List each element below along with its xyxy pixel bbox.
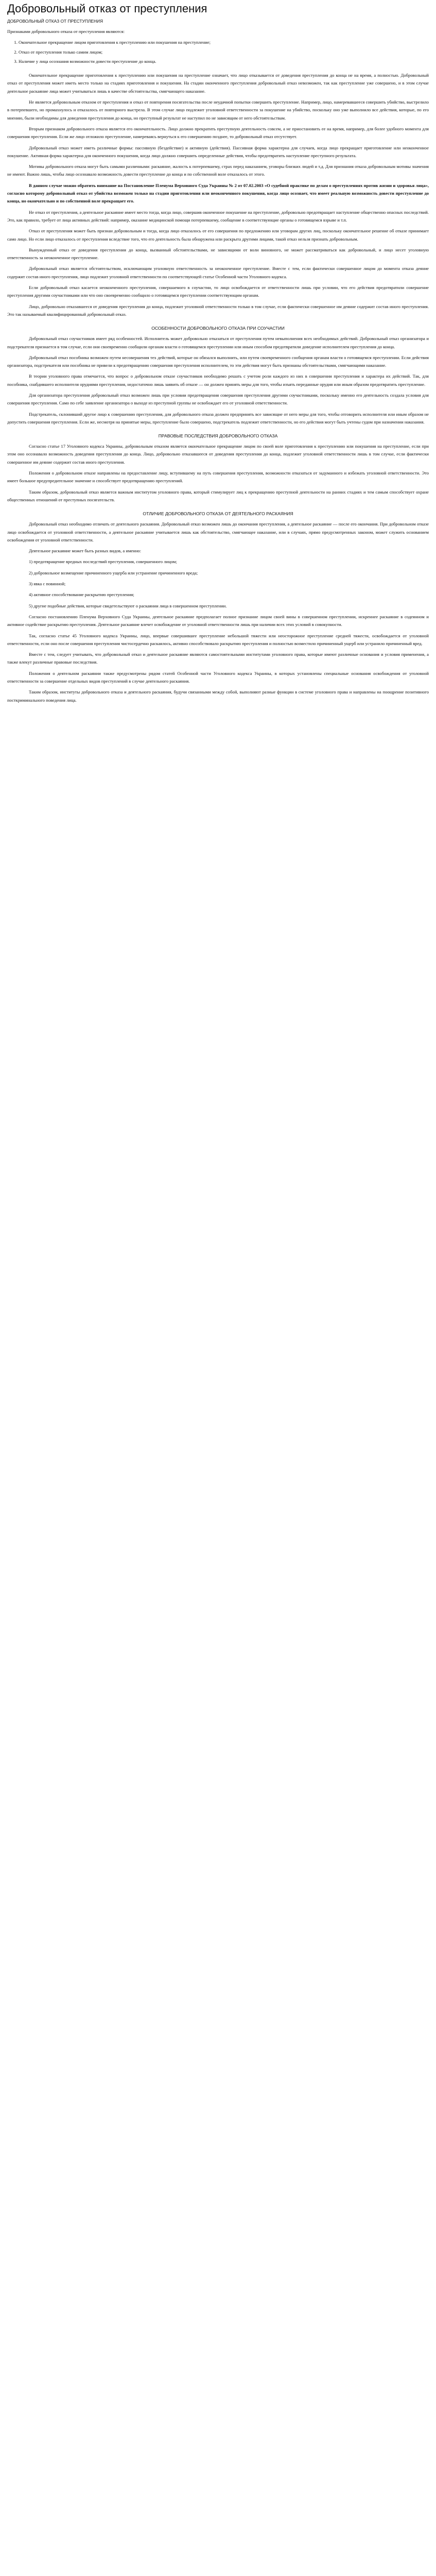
section-heading: ОТЛИЧИЕ ДОБРОВОЛЬНОГО ОТКАЗА ОТ ДЕЯТЕЛЬНОГО РАСКАЯНИЯ <box>143 511 293 517</box>
list-item: 2. Отказ от преступления только самим лицом; <box>19 48 429 56</box>
paragraph: Для организатора преступления добровольный отказ возможен лишь при условии предотвращения совершения преступления другими соучастниками, поскольку именно его деятельность создала условия для совершения преступления. Само по себе заявление организатора о выходе из преступной группы не освобождает его от уголовной ответственности. <box>7 392 429 406</box>
paragraph: Вынужденный отказ от доведения преступления до конца, вызванный обстоятельствами, не зависящими от воли виновного, не может рассматриваться как добровольный, и лицо несет уголовную ответственность за неоконченное преступление. <box>7 247 429 261</box>
paragraph: Не отказ от преступления, а деятельное раскаяние имеет место тогда, когда лицо, совершив оконченное покушение на преступление, добровольно предотвращает наступление общественно опасных последствий. Это, как правило, требует от лица активных действий: например, оказание медицинской помощи потерпевшему, сообщение в соответствующие органы о готовящемся взрыве и т.п. <box>7 209 429 223</box>
paragraph: Добровольный отказ необходимо отличать от деятельного раскаяния. Добровольный отказ возможен лишь до окончания преступления, а деятельное раскаяние — после его окончания. При добровольном отказе лицо освобождается от уголовной ответственности, а деятельное раскаяние учитывается лишь как обстоятельство, смягчающее наказание, или в случаях, прямо предусмотренных законом, может служить основанием освобождения от уголовной ответственности. <box>7 521 429 543</box>
paragraph: Вместе с тем, следует учитывать, что добровольный отказ и деятельное раскаяние являются самостоятельными институтами уголовного права, которые имеют различные основания и условия применения, а также влекут различные правовые последствия. <box>7 652 429 665</box>
list-item: 3. Наличие у лица осознания возможности довести преступление до конца. <box>19 58 429 65</box>
paragraph: Мотивы добровольного отказа могут быть самыми различными: раскаяние, жалость к потерпевшему, страх перед наказанием, уговоры близких людей и т.д. Для признания отказа добровольным мотивы значения не имеют. Важно лишь, чтобы лицо осознавало возможность довести преступление до конца и по собственной воле отказалось от этого. <box>7 164 429 177</box>
paragraph: Добровольный отказ соучастников имеет ряд особенностей. Исполнитель может добровольно отказаться от преступления путем невыполнения всех необходимых действий. Добровольный отказ организатора и подстрекателя признается в том случае, если они своевременно сообщили органам власти о готовящемся преступлении или иным способом предотвратили доведение исполнителем преступления до конца. <box>7 336 429 349</box>
page-title: Добровольный отказ от преступления <box>7 2 207 15</box>
paragraph: Окончательное прекращение приготовления к преступлению или покушения на преступление означает, что лицо отказывается от доведения преступления до конца не на время, а полностью. Добровольный отказ от преступления может иметь место только на стадиях приготовления и покушения. На стадии оконченного преступления добровольный отказ невозможен, так как преступление уже совершено, и в этом случае деятельное раскаяние лица может учитываться лишь в качестве обстоятельства, смягчающего наказание. <box>7 73 429 94</box>
paragraph: Так, согласно статье 45 Уголовного кодекса Украины, лицо, впервые совершившее преступление небольшой тяжести или неосторожное преступление средней тяжести, освобождается от уголовной ответственности, если оно после совершения преступления чистосердечно раскаялось, активно способствовало раскрытию преступления и полностью возместило причиненный ущерб или устранило причиненный вред. <box>7 633 429 646</box>
paragraph: Добровольный отказ может иметь различные формы: пассивную (бездействие) и активную (действия). Пассивная форма характерна для случаев, когда лицо прекращает приготовление или неоконченное покушение. Активная форма характерна для оконченного покушения, когда лицо должно совершить определенные действия, чтобы предотвратить наступление преступного результата. <box>7 145 429 158</box>
document-page <box>0 0 436 704</box>
section-heading: ПРАВОВЫЕ ПОСЛЕДСТВИЯ ДОБРОВОЛЬНОГО ОТКАЗА <box>158 433 278 439</box>
paragraph: Таким образом, добровольный отказ является важным институтом уголовного права, который стимулирует лиц к прекращению преступной деятельности на ранних стадиях и тем самым способствует охране общественных отношений от преступных посягательств. <box>7 489 429 502</box>
paragraph: Отказ от преступления может быть признан добровольным и тогда, когда лицо отказалось от его совершения по предложению или уговорам других лиц, поскольку окончательное решение об отказе принимает само лицо. Но если лицо отказалось от преступления вследствие того, что его деятельность была обнаружена или раскрыта другими лицами, такой отказ нельзя признать добровольным. <box>7 228 429 242</box>
paragraph: Деятельное раскаяние может быть разных видов, а именно: <box>29 548 142 554</box>
paragraph: 5) другие подобные действия, которые свидетельствуют о раскаянии лица в совершенном преступлении. <box>29 603 227 608</box>
paragraph: Добровольный отказ пособника возможен путем несовершения тех действий, которые он обязался выполнить, или путем своевременного сообщения органам власти о готовящемся преступлении. Если действия организатора, подстрекателя или пособника не привели к предотвращению совершения преступления исполнителем, то эти действия могут быть признаны обстоятельствами, смягчающими наказание. <box>7 354 429 368</box>
paragraph: 4) активное способствование раскрытию преступления; <box>29 592 134 598</box>
paragraph-bold: В данном случае можно обратить внимание на Постановление Пленума Верховного Суда Украины № 2 от 07.02.2003 «О судебной практике по делам о преступлениях против жизни и здоровья лица», согласно которому добровольный отказ от убийства возможен только на стадии приготовления или неоконченного покушения, когда лицо осознает, что имеет реальную возможность довести преступление до конца, но окончательно и по собственной воле прекращает его. <box>7 182 429 204</box>
paragraph: Согласно постановлению Пленума Верховного Суда Украины, деятельное раскаяние предполагает полное признание лицом своей вины в совершенном преступлении, искреннее раскаяние в содеянном и активное содействие раскрытию преступления. Деятельное раскаяние влечет освобождение от уголовной ответственности лишь при наличии всех этих условий в совокупности. <box>7 614 429 628</box>
paragraph: Не является добровольным отказом от преступления и отказ от повторения посягательства после неудачной попытки совершить преступление. Например, лицо, намеревавшееся совершить убийство, выстрелило в потерпевшего, но промахнулось и отказалось от повторного выстрела. В этом случае лицо подлежит уголовной ответственности за покушение на убийство, поскольку оно уже выполнило все действия, которые, по его мнению, были необходимы для доведения преступления до конца, но преступный результат не наступил по не зависящим от него обстоятельствам. <box>7 99 429 121</box>
paragraph: Если добровольный отказ касается неоконченного преступления, совершаемого в соучастии, то лицо освобождается от ответственности лишь при условии, что его действия предотвратили совершение преступления другими соучастниками или что оно своевременно сообщило о готовящемся преступлении соответствующим органам. <box>7 285 429 298</box>
paragraph: 1) предотвращение вредных последствий преступления, совершенного лицом; <box>29 559 177 565</box>
paragraph: 3) явка с повинной; <box>29 581 66 587</box>
paragraph: Подстрекатель, склонивший другое лицо к совершению преступления, для добровольного отказа должен предпринять все зависящие от него меры для того, чтобы отговорить исполнителя или иным образом не допустить совершения преступления. Если же, несмотря на принятые меры, преступление было совершено, подстрекатель подлежит ответственности, но его действия могут быть учтены судом при назначении наказания. <box>7 411 429 425</box>
paragraph: Таким образом, институты добровольного отказа и деятельного раскаяния, будучи связанными между собой, выполняют разные функции в системе уголовного права и направлены на поощрение позитивного посткриминального поведения лица. <box>7 689 429 703</box>
paragraph: Лицо, добровольно отказавшееся от доведения преступления до конца, подлежит уголовной ответственности только в том случае, если фактически совершенное им деяние содержит состав иного преступления. Это так называемый квалифицированный добровольный отказ. <box>7 303 429 317</box>
paragraph: Вторым признаком добровольного отказа является его окончательность. Лицо должно прекратить преступную деятельность совсем, а не приостановить ее на время, например, для более удобного момента для совершения преступления. Если же лицо отложило преступление, намереваясь вернуться к его совершению позднее, то добровольный отказ отсутствует. <box>7 126 429 140</box>
list-item: 1. Окончательное прекращение лицом приготовления к преступлению или покушения на преступление; <box>19 39 429 46</box>
paragraph: В теории уголовного права отмечается, что вопрос о добровольном отказе соучастников необходимо решать с учетом роли каждого из них в совершении преступления и характера их действий. Так, для пособника, снабдившего исполнителя орудиями преступления, недостаточно лишь заявить об отказе — он должен принять меры для того, чтобы изъять переданные орудия или иным образом предотвратить преступление. <box>7 374 429 387</box>
paragraph: Согласно статье 17 Уголовного кодекса Украины, добровольным отказом является окончательное прекращение лицом по своей воле приготовления к преступлению или покушения на преступление, если при этом оно осознавало возможность доведения преступления до конца. Лицо, добровольно отказавшееся от доведения преступления до конца, подлежит уголовной ответственности лишь в том случае, если фактически совершенное им деяние содержит состав иного преступления. <box>7 444 429 465</box>
intro-text: Признаками добровольного отказа от преступления являются: <box>7 29 125 34</box>
section-heading: ОСОБЕННОСТИ ДОБРОВОЛЬНОГО ОТКАЗА ПРИ СОУЧАСТИИ <box>151 326 285 331</box>
paragraph: 2) добровольное возмещение причиненного ущерба или устранение причиненного вреда; <box>29 570 198 575</box>
paragraph: Положения о деятельном раскаянии также предусмотрены рядом статей Особенной части Уголовного кодекса Украины, в которых установлены специальные основания освобождения от уголовной ответственности за совершение отдельных видов преступлений в случае деятельного раскаяния. <box>7 670 429 684</box>
subtitle: ДОБРОВОЛЬНЫЙ ОТКАЗ ОТ ПРЕСТУПЛЕНИЯ <box>7 19 103 24</box>
paragraph: Положения о добровольном отказе направлены на предоставление лицу, вступившему на путь совершения преступления, возможности отказаться от задуманного и избежать уголовной ответственности. Это имеет большое предупредительное значение и способствует предотвращению преступлений. <box>7 470 429 484</box>
signs-list <box>19 39 429 65</box>
paragraph: Добровольный отказ является обстоятельством, исключающим уголовную ответственность за неоконченное преступление. Вместе с тем, если фактически совершенное лицом до момента отказа деяние содержит состав иного преступления, лицо подлежит уголовной ответственности по соответствующей статье Особенной части Уголовного кодекса. <box>7 266 429 279</box>
